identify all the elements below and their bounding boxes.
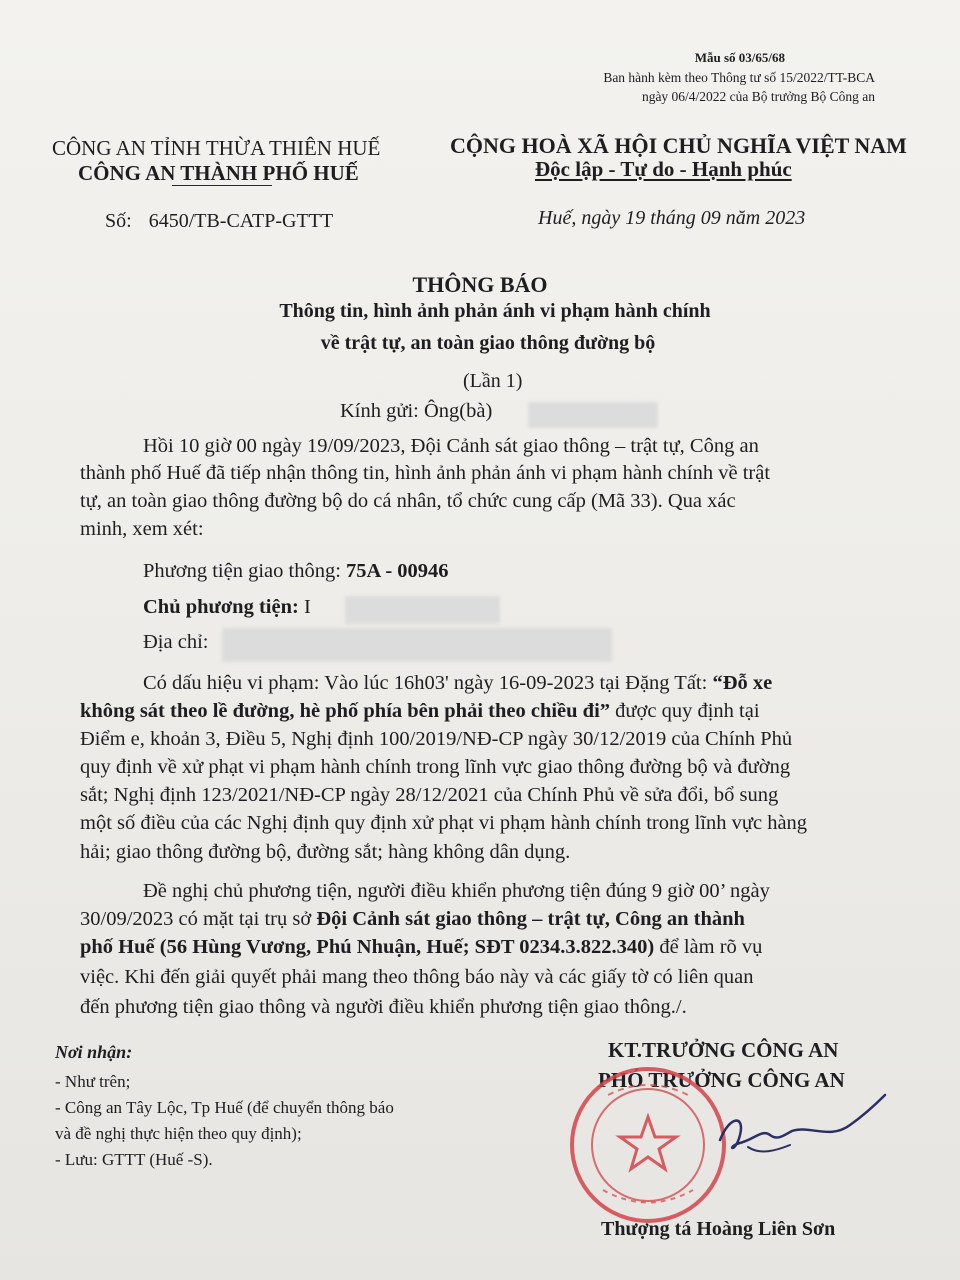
request-office-address: phố Huế (56 Hùng Vương, Phú Nhuận, Huế; SĐT 0234.3.822.340)	[80, 936, 655, 958]
form-reference-line: ngày 06/4/2022 của Bộ trưởng Bộ Công an	[641, 89, 875, 104]
address-label: Địa chỉ:	[143, 631, 209, 653]
intro-line: thành phố Huế đã tiếp nhận thông tin, hình ảnh phản ánh vi phạm hành chính về trật	[80, 462, 771, 484]
document-subtitle: về trật tự, an toàn giao thông đường bộ	[320, 332, 656, 354]
intro-line: tự, an toàn giao thông đường bộ do cá nhân, tổ chức cung cấp (Mã 33). Qua xác	[80, 490, 736, 512]
violation-intro: Có dấu hiệu vi phạm: Vào lúc 16h03' ngày 16-09-2023 tại Đặng Tất:	[143, 672, 708, 694]
place-date: Huế, ngày 19 tháng 09 năm 2023	[538, 207, 806, 229]
agency-parent: CÔNG AN TỈNH THỪA THIÊN HUẾ	[52, 136, 381, 160]
violation-quote-start: “Đỗ xe	[712, 672, 773, 694]
intro-line: Hồi 10 giờ 00 ngày 19/09/2023, Đội Cảnh sát giao thông – trật tự, Công an	[143, 435, 759, 457]
document-subtitle: Thông tin, hình ảnh phản ánh vi phạm hành chính	[279, 300, 711, 322]
owner-label: Chủ phương tiện:	[143, 596, 299, 618]
recipient-item: và đề nghị thực hiện theo quy định);	[55, 1124, 302, 1143]
recipients-heading: Nơi nhận:	[55, 1042, 133, 1062]
owner-row	[143, 596, 311, 619]
intro-line: minh, xem xét:	[80, 518, 204, 540]
request-office: Đội Cảnh sát giao thông – trật tự, Công an thành	[316, 908, 745, 930]
signer-name: Thượng tá Hoàng Liên Sơn	[601, 1218, 836, 1240]
request-line: đến phương tiện giao thông và người điều khiển phương tiện giao thông./.	[80, 996, 687, 1018]
redacted-address	[222, 628, 612, 662]
notice-round: (Lần 1)	[463, 370, 523, 392]
violation-line: hải; giao thông đường bộ, đường sắt; hàng không dân dụng.	[80, 841, 571, 863]
signature-title: KT.TRƯỞNG CÔNG AN	[608, 1038, 839, 1062]
form-reference	[575, 68, 875, 106]
request-line: việc. Khi đến giải quyết phải mang theo thông báo này và các giấy tờ có liên quan	[80, 966, 754, 988]
violation-line	[80, 700, 760, 723]
recipient-item: - Như trên;	[55, 1072, 131, 1091]
violation-quote: không sát theo lề đường, hè phố phía bên phải theo chiều đi”	[80, 700, 611, 722]
violation-text: được quy định tại	[610, 700, 760, 722]
request-line	[80, 908, 745, 931]
agency-underline	[172, 185, 272, 186]
form-number: Mẫu số 03/65/68	[694, 50, 785, 65]
redacted-owner-name	[345, 596, 500, 624]
agency-name: CÔNG AN THÀNH PHỐ HUẾ	[78, 161, 359, 185]
form-reference-line: Ban hành kèm theo Thông tư số 15/2022/TT-BCA	[603, 70, 875, 85]
document-number-value: 6450/TB-CATP-GTTT	[148, 210, 334, 232]
request-text: để làm rõ vụ	[654, 936, 763, 958]
recipient-item: - Lưu: GTTT (Huế -S).	[55, 1150, 213, 1169]
recipient-item: - Công an Tây Lộc, Tp Huế (để chuyển thông báo	[55, 1098, 394, 1117]
owner-initial: I	[303, 596, 311, 618]
handwritten-signature	[700, 1085, 890, 1175]
violation-line: sắt; Nghị định 123/2021/NĐ-CP ngày 28/12/2021 của Chính Phủ về sửa đổi, bổ sung	[80, 784, 779, 806]
vehicle-label: Phương tiện giao thông:	[143, 560, 341, 582]
violation-line: một số điều của các Nghị định quy định xử phạt vi phạm hành chính trong lĩnh vực hàng	[80, 812, 808, 834]
republic-name: CỘNG HOÀ XÃ HỘI CHỦ NGHĨA VIỆT NAM	[450, 133, 907, 158]
signature-subtitle: PHÓ TRƯỞNG CÔNG AN	[598, 1068, 845, 1092]
violation-line	[143, 672, 772, 695]
document-title: THÔNG BÁO	[412, 272, 548, 297]
violation-line: Điểm e, khoản 3, Điều 5, Nghị định 100/2019/NĐ-CP ngày 30/12/2019 của Chính Phủ	[80, 728, 793, 750]
request-text: 30/09/2023 có mặt tại trụ sở	[80, 908, 317, 930]
request-line: Đề nghị chủ phương tiện, người điều khiển phương tiện đúng 9 giờ 00’ ngày	[143, 880, 770, 902]
salutation: Kính gửi: Ông(bà)	[340, 400, 493, 422]
national-motto: Độc lập - Tự do - Hạnh phúc	[535, 157, 792, 181]
redacted-recipient-name	[528, 402, 658, 428]
vehicle-row	[143, 560, 449, 583]
request-line	[80, 936, 762, 959]
document-number-label: Số:	[105, 210, 132, 232]
license-plate: 75A - 00946	[346, 560, 449, 582]
violation-line: quy định về xử phạt vi phạm hành chính trong lĩnh vực giao thông đường bộ và đường	[80, 756, 791, 778]
document-number	[105, 210, 333, 233]
